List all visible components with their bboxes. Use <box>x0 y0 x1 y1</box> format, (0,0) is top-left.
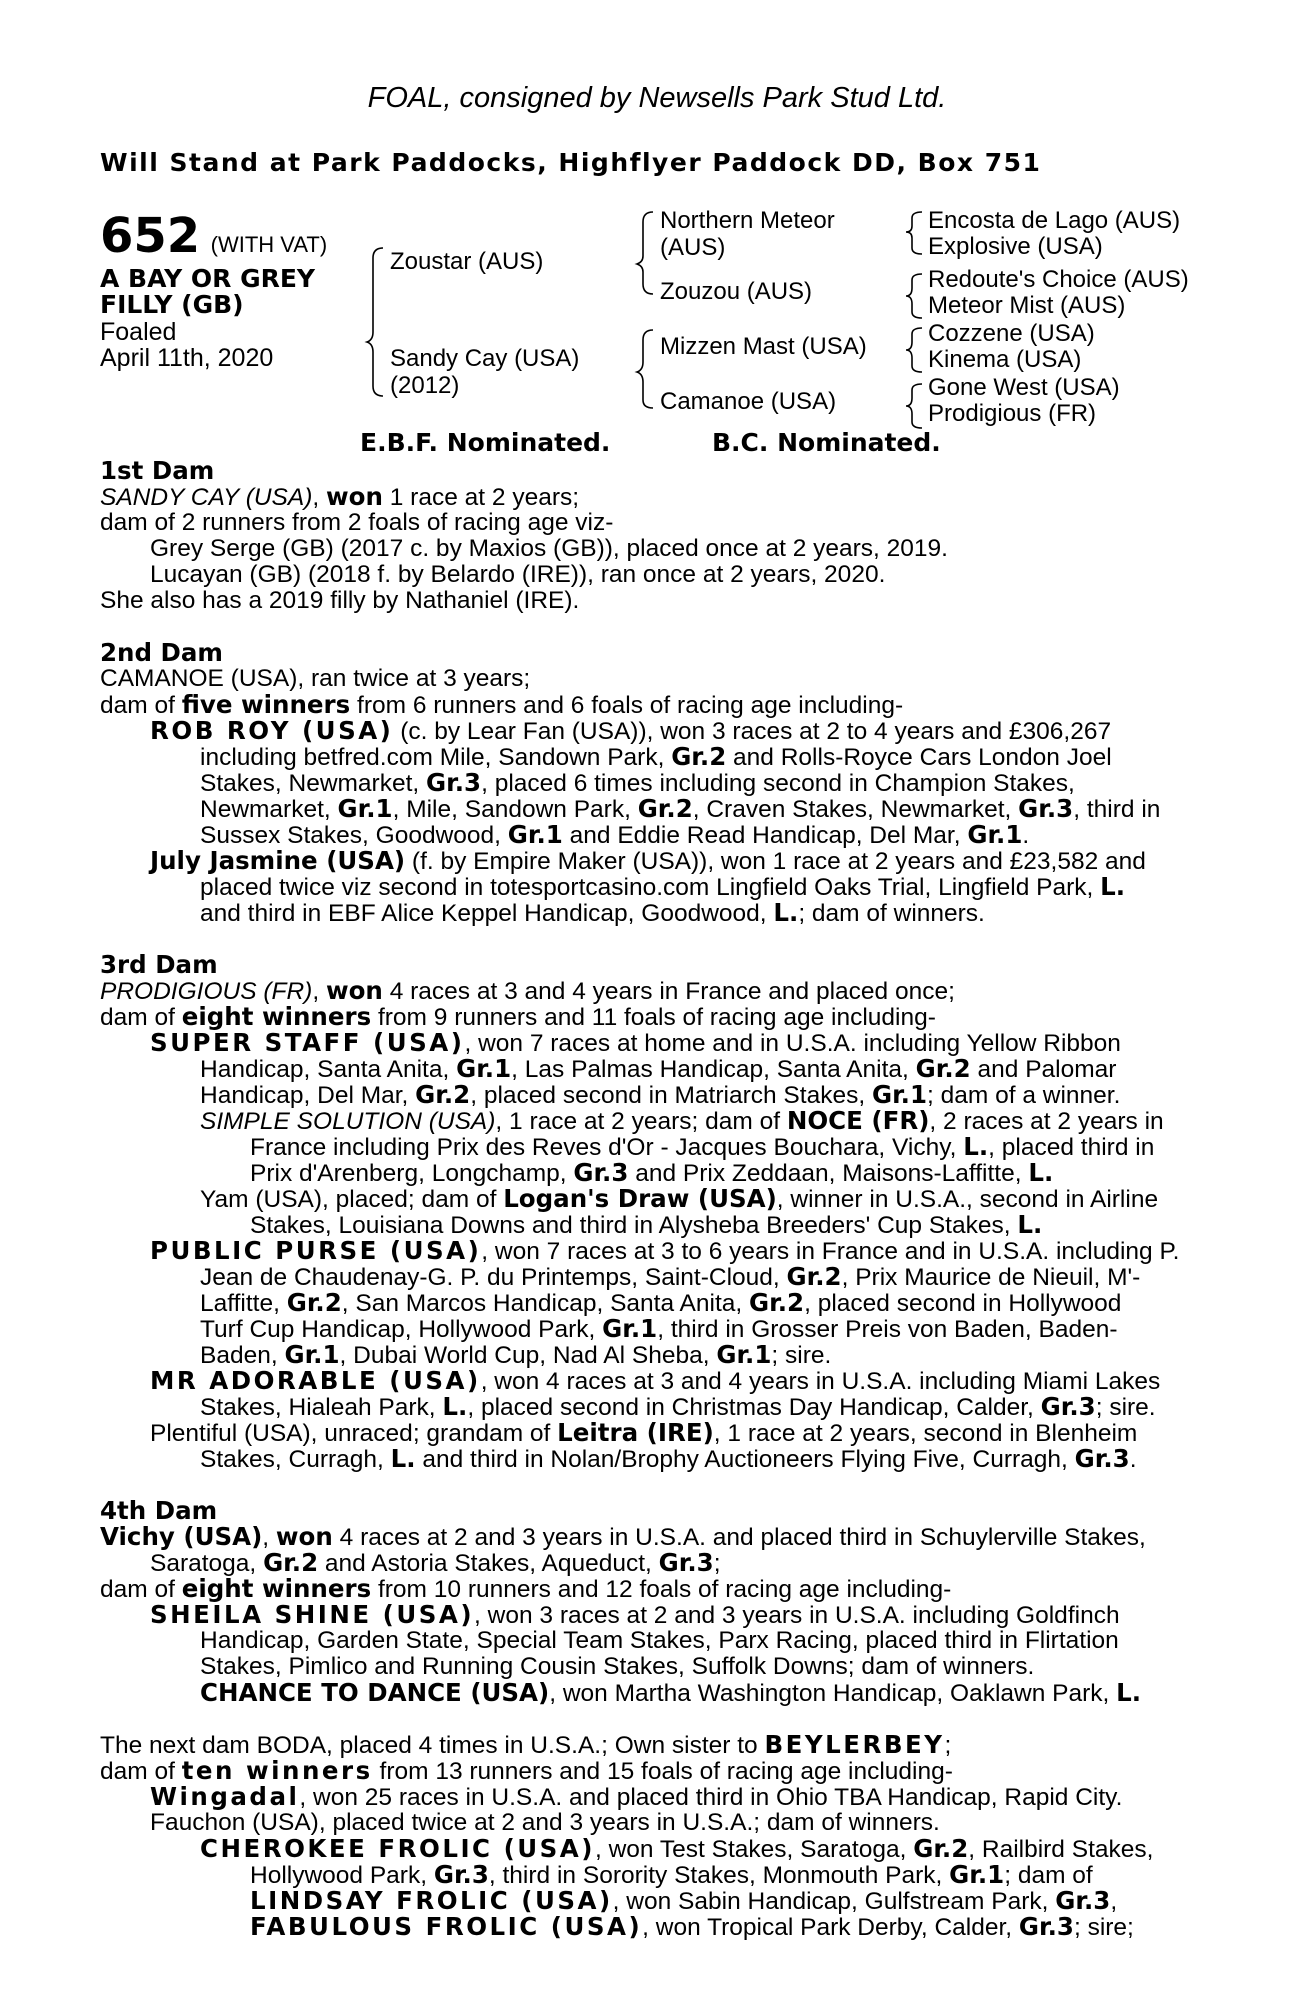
text-segment: dam of <box>100 1576 182 1603</box>
text-line <box>250 1888 1117 1915</box>
text-segment: Gr.3 <box>1040 1392 1096 1421</box>
text-line <box>100 510 613 536</box>
text-segment: Gr.2 <box>915 1054 971 1083</box>
text-segment: . <box>1022 822 1030 849</box>
text-segment: Stakes, Hialeah Park, <box>200 1394 443 1421</box>
dam-sire: Mizzen Mast (USA) <box>660 333 867 360</box>
text-segment: , San Marcos Handicap, Santa Anita, <box>341 1290 750 1317</box>
text-segment: including betfred.com Mile, Sandown Park, <box>200 744 672 771</box>
text-segment: (c. by Lear Fan (USA)), won 3 races at 2 to 4 years and £306,267 <box>393 718 1112 745</box>
text-segment: and third in EBF Alice Keppel Handicap, Goodwood, <box>200 900 774 927</box>
text-segment: , placed second in Hollywood <box>804 1290 1122 1317</box>
text-segment: CHEROKEE FROLIC (USA) <box>200 1834 595 1863</box>
text-segment: Gr.2 <box>263 1548 319 1577</box>
text-segment: SANDY CAY (USA) <box>100 484 313 511</box>
text-line <box>200 1290 1121 1317</box>
text-segment: L. <box>1100 872 1126 901</box>
text-segment: Gr.1 <box>284 1340 340 1369</box>
text-segment: L. <box>773 898 799 927</box>
consignor-line: FOAL, consigned by Newsells Park Stud Ltd. <box>367 82 947 114</box>
text-segment: won <box>275 1522 333 1551</box>
text-segment: 4th Dam <box>100 1496 218 1525</box>
text-line <box>150 562 885 588</box>
text-segment: Gr.2 <box>671 742 727 771</box>
text-segment: 4 races at 2 and 3 years in U.S.A. and placed third in Schuylerville Stakes, <box>332 1524 1146 1551</box>
text-line <box>200 822 1029 849</box>
text-line <box>200 796 1160 823</box>
text-segment: CHANCE TO DANCE (USA) <box>200 1678 550 1707</box>
lot-description-1: A BAY OR GREY <box>100 264 316 293</box>
text-segment: Stakes, Curragh, <box>200 1446 391 1473</box>
text-segment: Gr.2 <box>749 1288 805 1317</box>
text-segment: and third in Nolan/Brophy Auctioneers Flying Five, Curragh, <box>415 1446 1075 1473</box>
text-segment: , Craven Stakes, Newmarket, <box>692 796 1019 823</box>
text-segment: L. <box>1028 1158 1054 1187</box>
text-line <box>250 1160 1053 1187</box>
text-segment: Gr.2 <box>637 794 693 823</box>
text-line <box>200 1680 1141 1707</box>
text-segment: , won 7 races at home and in U.S.A. including Yellow Ribbon <box>464 1030 1121 1057</box>
text-segment: , placed second in Matriarch Stakes, <box>470 1082 872 1109</box>
sire-sire-2: (AUS) <box>660 234 726 261</box>
text-segment: Fauchon (USA), placed twice at 2 and 3 years in U.S.A.; dam of winners. <box>150 1809 940 1836</box>
text-line <box>200 1628 1119 1654</box>
text-segment: Gr.1 <box>337 794 393 823</box>
text-segment: Sussex Stakes, Goodwood, <box>200 822 508 849</box>
text-segment: Handicap, Santa Anita, <box>200 1056 457 1083</box>
text-segment: , Dubai World Cup, Nad Al Sheba, <box>339 1342 717 1369</box>
text-segment: dam of <box>100 1004 182 1031</box>
text-line <box>100 640 223 667</box>
text-segment: Gr.2 <box>913 1834 969 1863</box>
text-segment: ; <box>944 1732 952 1759</box>
text-segment: and Rolls-Royce Cars London Joel <box>726 744 1112 771</box>
text-line <box>200 1108 1164 1135</box>
text-segment: Gr.3 <box>1055 1886 1111 1915</box>
lot-number: 652 <box>100 208 201 264</box>
text-segment: , won Test Stakes, Saratoga, <box>594 1836 914 1863</box>
text-segment: , won Sabin Handicap, Gulfstream Park, <box>612 1888 1056 1915</box>
text-line <box>250 1212 1042 1239</box>
text-segment: ; sire; <box>1073 1914 1134 1941</box>
text-segment: ROB ROY (USA) <box>150 716 394 745</box>
text-segment: L. <box>1116 1678 1142 1707</box>
text-segment: Gr.1 <box>967 820 1023 849</box>
text-segment: Gr.2 <box>786 1262 842 1291</box>
text-segment: Gr.1 <box>456 1054 512 1083</box>
text-line <box>200 1316 1118 1343</box>
text-segment: , won 25 races in U.S.A. and placed third in Ohio TBA Handicap, Rapid City. <box>299 1784 1123 1811</box>
text-line <box>200 1446 1137 1473</box>
text-segment: , 2 races at 2 years in <box>929 1108 1164 1135</box>
text-segment: Gr.2 <box>415 1080 471 1109</box>
text-segment: Stakes, Pimlico and Running Cousin Stakes, Suffolk Downs; dam of winners. <box>200 1653 1035 1680</box>
text-segment: Turf Cup Handicap, Hollywood Park, <box>200 1316 603 1343</box>
text-segment: Handicap, Del Mar, <box>200 1082 416 1109</box>
text-segment: 1 race at 2 years; <box>382 484 580 511</box>
catalogue-body <box>100 114 1220 1994</box>
text-segment: ; dam of a winner. <box>927 1082 1121 1109</box>
ancestor-8: Prodigious (FR) <box>928 400 1097 427</box>
vat-note: (WITH VAT) <box>210 232 328 257</box>
text-segment: , winner in U.S.A., second in Airline <box>776 1186 1159 1213</box>
text-segment: , <box>312 978 326 1005</box>
text-line <box>100 1576 951 1603</box>
text-segment: , Railbird Stakes, <box>968 1836 1154 1863</box>
text-segment: Wingadal <box>150 1782 300 1811</box>
text-segment: ; sire. <box>1095 1394 1156 1421</box>
lot-description-2: FILLY (GB) <box>100 290 244 319</box>
stand-location: Will Stand at Park Paddocks, Highflyer Paddock DD, Box 751 <box>100 148 1042 177</box>
text-line <box>100 978 955 1005</box>
text-line <box>250 1914 1134 1941</box>
text-segment: PUBLIC PURSE (USA) <box>150 1236 482 1265</box>
text-segment: , Las Palmas Handicap, Santa Anita, <box>511 1056 916 1083</box>
text-segment: She also has a 2019 filly by Nathaniel (IRE). <box>100 587 580 614</box>
text-segment: and Prix Zeddaan, Maisons-Laffitte, <box>628 1160 1029 1187</box>
text-segment: ; dam of <box>1004 1862 1093 1889</box>
text-line <box>100 952 218 979</box>
text-segment: Gr.1 <box>871 1080 928 1109</box>
text-line <box>100 458 214 485</box>
text-segment: , won 4 races at 3 and 4 years in U.S.A. including Miami Lakes <box>480 1368 1161 1395</box>
text-segment: L. <box>963 1132 989 1161</box>
text-segment: PRODIGIOUS (FR) <box>100 978 313 1005</box>
text-segment: from 6 runners and 6 foals of racing age including- <box>350 692 904 719</box>
text-line <box>150 1030 1121 1057</box>
text-segment: Gr.1 <box>716 1340 772 1369</box>
text-segment: 4 races at 3 and 4 years in France and placed once; <box>382 978 955 1005</box>
text-segment: Gr.3 <box>426 768 482 797</box>
text-segment: Stakes, Newmarket, <box>200 770 427 797</box>
text-segment: five winners <box>181 690 351 719</box>
text-segment: Jean de Chaudenay-G. P. du Printemps, Saint-Cloud, <box>200 1264 787 1291</box>
text-line <box>150 1810 940 1836</box>
text-segment: ten winners <box>181 1756 373 1785</box>
text-line <box>200 1264 1140 1291</box>
text-line <box>200 1342 831 1369</box>
text-segment: Lucayan (GB) (2018 f. by Belardo (IRE)), ran once at 2 years, 2020. <box>150 561 886 588</box>
text-segment: Baden, <box>200 1342 285 1369</box>
text-segment: Handicap, Garden State, Special Team Stakes, Parx Racing, placed third in Flirtation <box>200 1627 1119 1654</box>
text-line <box>100 692 903 719</box>
text-segment: dam of <box>100 692 182 719</box>
text-segment: The next dam BODA, placed 4 times in U.S.A.; Own sister to <box>100 1732 765 1759</box>
ancestor-6: Kinema (USA) <box>928 346 1082 373</box>
text-segment: Plentiful (USA), unraced; grandam of <box>150 1420 558 1447</box>
text-line <box>150 718 1111 745</box>
text-segment: Saratoga, <box>150 1550 264 1577</box>
text-segment: won <box>325 976 383 1005</box>
ancestor-1: Encosta de Lago (AUS) <box>928 207 1181 234</box>
text-line <box>250 1134 1154 1161</box>
text-line <box>250 1862 1093 1889</box>
text-segment: and Palomar <box>970 1056 1117 1083</box>
text-segment: and Astoria Stakes, Aqueduct, <box>318 1550 659 1577</box>
text-segment: Gr.3 <box>573 1158 629 1187</box>
text-segment: , third in Grosser Preis von Baden, Baden- <box>657 1316 1118 1343</box>
sire-sire-1: Northern Meteor <box>660 207 835 234</box>
ancestor-4: Meteor Mist (AUS) <box>928 292 1126 319</box>
text-segment: ; sire. <box>771 1342 832 1369</box>
text-segment: , 1 race at 2 years, second in Blenheim <box>713 1420 1138 1447</box>
text-segment: CAMANOE (USA), ran twice at 3 years; <box>100 665 531 692</box>
text-segment: dam of 2 runners from 2 foals of racing age viz- <box>100 509 614 536</box>
text-line <box>100 1498 217 1525</box>
bc-nominated: B.C. Nominated. <box>712 428 941 457</box>
ancestor-3: Redoute's Choice (AUS) <box>928 266 1189 293</box>
text-line <box>150 536 948 562</box>
text-segment: Gr.3 <box>1018 1912 1074 1941</box>
text-segment: July Jasmine (USA) <box>150 846 406 875</box>
text-line <box>100 484 579 511</box>
text-segment: BEYLERBEY <box>764 1730 945 1759</box>
text-line <box>100 588 579 614</box>
text-segment: L. <box>390 1444 416 1473</box>
text-segment: SHEILA SHINE (USA) <box>150 1600 475 1629</box>
text-segment: Gr.1 <box>949 1860 1005 1889</box>
text-segment: Gr.1 <box>602 1314 658 1343</box>
text-segment: , <box>262 1524 276 1551</box>
text-segment: France including Prix des Reves d'Or - Jacques Bouchara, Vichy, <box>250 1134 964 1161</box>
text-segment: (f. by Empire Maker (USA)), won 1 race at 2 years and £23,582 and <box>405 848 1146 875</box>
text-segment: from 13 runners and 15 foals of racing age including- <box>372 1758 953 1785</box>
text-segment: eight winners <box>181 1002 372 1031</box>
text-segment: Gr.3 <box>658 1548 714 1577</box>
text-line <box>150 848 1146 875</box>
text-line <box>200 770 1075 797</box>
dam-name: Sandy Cay (USA) <box>390 345 580 372</box>
text-segment: Leitra (IRE) <box>557 1418 714 1447</box>
text-segment: SIMPLE SOLUTION (USA) <box>200 1108 496 1135</box>
text-segment: SUPER STAFF (USA) <box>150 1028 465 1057</box>
text-segment: , won Tropical Park Derby, Calder, <box>642 1914 1019 1941</box>
text-segment: Gr.3 <box>433 1860 489 1889</box>
text-segment: dam of <box>100 1758 182 1785</box>
text-segment: Newmarket, <box>200 796 338 823</box>
text-segment: FABULOUS FROLIC (USA) <box>250 1912 643 1941</box>
foaled-date: April 11th, 2020 <box>100 344 274 372</box>
text-line <box>150 1602 1120 1629</box>
text-line <box>100 666 530 692</box>
text-segment: , placed third in <box>988 1134 1155 1161</box>
text-line <box>200 1082 1120 1109</box>
text-segment: L. <box>442 1392 468 1421</box>
text-line <box>200 1654 1034 1680</box>
text-segment: NOCE (FR) <box>786 1106 930 1135</box>
text-segment: , won 3 races at 2 and 3 years in U.S.A. including Goldfinch <box>474 1602 1120 1629</box>
text-segment: , 1 race at 2 years; dam of <box>495 1108 787 1135</box>
text-line <box>150 1420 1137 1447</box>
text-segment: , Prix Maurice de Nieuil, M'- <box>841 1264 1141 1291</box>
text-line <box>200 874 1125 901</box>
text-segment: 2nd Dam <box>100 638 223 667</box>
text-line <box>200 1186 1158 1213</box>
text-line <box>150 1550 721 1577</box>
text-segment: Grey Serge (GB) (2017 c. by Maxios (GB)), placed once at 2 years, 2019. <box>150 535 948 562</box>
text-line <box>150 1368 1160 1395</box>
text-segment: , third in Sorority Stakes, Monmouth Park, <box>488 1862 950 1889</box>
text-line <box>200 1056 1116 1083</box>
foaled-label: Foaled <box>100 318 177 346</box>
ancestor-7: Gone West (USA) <box>928 374 1120 401</box>
text-line <box>150 1238 1179 1265</box>
text-line <box>100 1524 1146 1551</box>
text-segment: Yam (USA), placed; dam of <box>200 1186 504 1213</box>
text-segment: Logan's Draw (USA) <box>503 1184 777 1213</box>
sire-name: Zoustar (AUS) <box>390 248 544 275</box>
text-segment: Gr.2 <box>286 1288 342 1317</box>
text-segment: , <box>1110 1888 1118 1915</box>
text-segment: won <box>326 482 383 511</box>
text-segment: , Mile, Sandown Park, <box>392 796 638 823</box>
text-line <box>150 1784 1122 1811</box>
text-segment: and Eddie Read Handicap, Del Mar, <box>562 822 968 849</box>
text-segment: , won 7 races at 3 to 6 years in France and in U.S.A. including P. <box>481 1238 1180 1265</box>
text-segment: Prix d'Arenberg, Longchamp, <box>250 1160 574 1187</box>
sire-dam: Zouzou (AUS) <box>660 278 813 305</box>
text-segment: , third in <box>1073 796 1161 823</box>
text-segment: placed twice viz second in totesportcasino.com Lingfield Oaks Trial, Lingfield Park, <box>200 874 1101 901</box>
text-segment: ; <box>713 1550 721 1577</box>
text-segment: , placed second in Christmas Day Handicap, Calder, <box>467 1394 1041 1421</box>
text-segment: LINDSAY FROLIC (USA) <box>250 1886 613 1915</box>
text-segment: , placed 6 times including second in Champion Stakes, <box>481 770 1075 797</box>
text-segment: 3rd Dam <box>100 950 218 979</box>
text-segment: MR ADORABLE (USA) <box>150 1366 481 1395</box>
ebf-nominated: E.B.F. Nominated. <box>360 428 611 457</box>
text-segment: 1st Dam <box>100 456 215 485</box>
text-line <box>200 744 1112 771</box>
text-segment: eight winners <box>181 1574 372 1603</box>
text-segment: Hollywood Park, <box>250 1862 434 1889</box>
text-line <box>200 1836 1153 1863</box>
dam-year: (2012) <box>390 372 460 399</box>
text-segment: Stakes, Louisiana Downs and third in Alysheba Breeders' Cup Stakes, <box>250 1212 1018 1239</box>
dam-dam: Camanoe (USA) <box>660 388 837 415</box>
text-line <box>200 900 985 927</box>
text-segment: Gr.3 <box>1074 1444 1130 1473</box>
text-segment: . <box>1129 1446 1137 1473</box>
text-line <box>100 1758 953 1785</box>
text-segment: Laffitte, <box>200 1290 287 1317</box>
text-segment: Gr.3 <box>1018 794 1074 823</box>
text-segment: from 10 runners and 12 foals of racing age including- <box>371 1576 952 1603</box>
text-segment: from 9 runners and 11 foals of racing age including- <box>371 1004 936 1031</box>
ancestor-5: Cozzene (USA) <box>928 320 1095 347</box>
text-segment: L. <box>1017 1210 1043 1239</box>
ancestor-2: Explosive (USA) <box>928 233 1103 260</box>
text-segment: Gr.1 <box>507 820 563 849</box>
text-line <box>200 1394 1156 1421</box>
text-segment: , won Martha Washington Handicap, Oaklawn Park, <box>549 1680 1117 1707</box>
text-line <box>100 1732 951 1759</box>
text-segment: ; dam of winners. <box>798 900 985 927</box>
text-segment: , <box>312 484 327 511</box>
text-segment: Vichy (USA) <box>100 1522 263 1551</box>
text-line <box>100 1004 936 1031</box>
